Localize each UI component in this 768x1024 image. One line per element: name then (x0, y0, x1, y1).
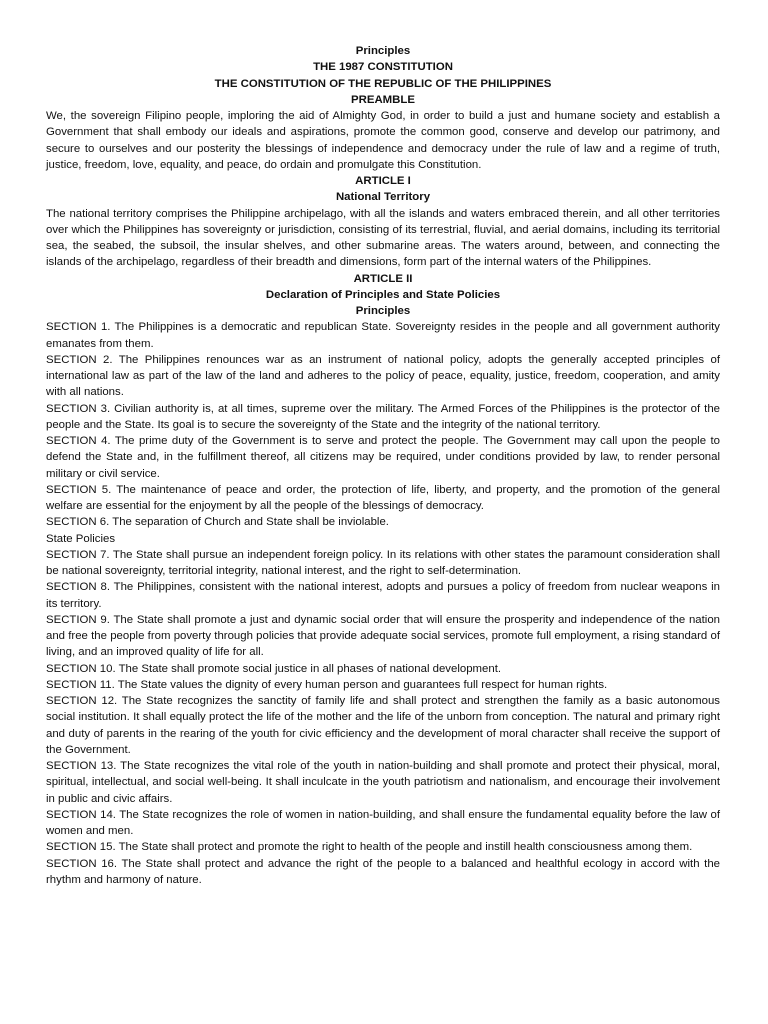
article-2-subtitle: Declaration of Principles and State Policies (265, 288, 501, 301)
preamble-text: We, the sovereign Filipino people, imploring the aid of Almighty God, in order to build a just and humane society and establish a Government that shall embody our ideals and aspirations, promote the common good, conserve and develop our patrimony, and secure to ourselves and our posterity the blessings of independence and democracy under the rule of law and a regime of truth, justice, freedom, love, equality, and peace, do ordain and promulgate this Constitution. (46, 110, 720, 171)
doc-heading-constitution-title: THE CONSTITUTION OF THE REPUBLIC OF THE PHILIPPINES (214, 77, 552, 90)
document-page (46, 43, 720, 888)
article-1-heading: ARTICLE I (355, 175, 411, 187)
section-15: SECTION 15. The State shall protect and promote the right to health of the people and instill health consciousness among them. (46, 841, 693, 854)
section-9: SECTION 9. The State shall promote a just and dynamic social order that will ensure the prosperity and independence of the nation and free the people from poverty through policies that provide adequate social services, promote full employment, a rising standard of living, and an improved quality of life for all. (46, 613, 720, 659)
doc-heading-principles: Principles (355, 45, 411, 57)
principles-subheading: Principles (355, 305, 411, 317)
section-5: SECTION 5. The maintenance of peace and order, the protection of life, liberty, and property, and the promotion of the general welfare are essential for the enjoyment by all the people of the blessings of democracy. (46, 483, 720, 512)
section-11: SECTION 11. The State values the dignity of every human person and guarantees full respect for human rights. (46, 678, 608, 691)
section-13: SECTION 13. The State recognizes the vital role of the youth in nation-building and shall promote and protect their physical, moral, spiritual, intellectual, and social well-being. It shall inculcate in the youth patriotism and nationalism, and encourage their involvement in public and civic affairs. (46, 760, 720, 805)
article-2-heading: ARTICLE II (353, 272, 413, 285)
section-7: SECTION 7. The State shall pursue an independent foreign policy. In its relations with other states the paramount consideration shall be national sovereignty, territorial integrity, national interest, and the right to self-determination. (46, 548, 720, 577)
section-1: SECTION 1. The Philippines is a democratic and republican State. Sovereignty resides in the people and all government authority emanates from them. (46, 321, 720, 350)
doc-heading-constitution-year: THE 1987 CONSTITUTION (313, 61, 453, 74)
section-4: SECTION 4. The prime duty of the Government is to serve and protect the people. The Government may call upon the people to defend the State and, in the fulfillment thereof, all citizens may be required, under conditions provided by law, to render personal military or civil service. (46, 435, 720, 480)
article-1-subtitle: National Territory (335, 191, 431, 204)
section-10: SECTION 10. The State shall promote social justice in all phases of national development. (46, 662, 502, 675)
section-8: SECTION 8. The Philippines, consistent with the national interest, adopts and pursues a policy of freedom from nuclear weapons in its territory. (46, 581, 720, 610)
section-16: SECTION 16. The State shall protect and advance the right of the people to a balanced and healthful ecology in accord with the rhythm and harmony of nature. (46, 857, 720, 886)
preamble-heading: PREAMBLE (351, 93, 415, 106)
section-14: SECTION 14. The State recognizes the role of women in nation-building, and shall ensure the fundamental equality before the law of women and men. (46, 808, 720, 837)
section-2: SECTION 2. The Philippines renounces war as an instrument of national policy, adopts the generally accepted principles of international law as part of the law of the land and adheres to the policy of peace, equality, justice, freedom, cooperation, and amity with all nations. (46, 353, 720, 399)
article-1-text: The national territory comprises the Philippine archipelago, with all the islands and waters embraced therein, and all other territories over which the Philippines has sovereignty or jurisdiction, consisting of its terrestrial, fluvial, and aerial domains, including its territorial sea, the seabed, the subsoil, the insular shelves, and other submarine areas. The waters around, between, and connecting the islands of the archipelago, regardless of their breadth and dimensions, form part of the internal waters of the Philippines. (46, 207, 720, 269)
section-6: SECTION 6. The separation of Church and State shall be inviolable. (46, 516, 389, 529)
section-12: SECTION 12. The State recognizes the sanctity of family life and shall protect and strengthen the family as a basic autonomous social institution. It shall equally protect the life of the mother and the life of the unborn from conception. The natural and primary right and duty of parents in the rearing of the youth for civic efficiency and the development of moral character shall receive the support of the Government. (46, 695, 720, 756)
section-3: SECTION 3. Civilian authority is, at all times, supreme over the military. The Armed Forces of the Philippines is the protector of the people and the State. Its goal is to secure the sovereignty of the State and the integrity of the national territory. (46, 402, 720, 431)
state-policies-subheading: State Policies (46, 532, 116, 545)
